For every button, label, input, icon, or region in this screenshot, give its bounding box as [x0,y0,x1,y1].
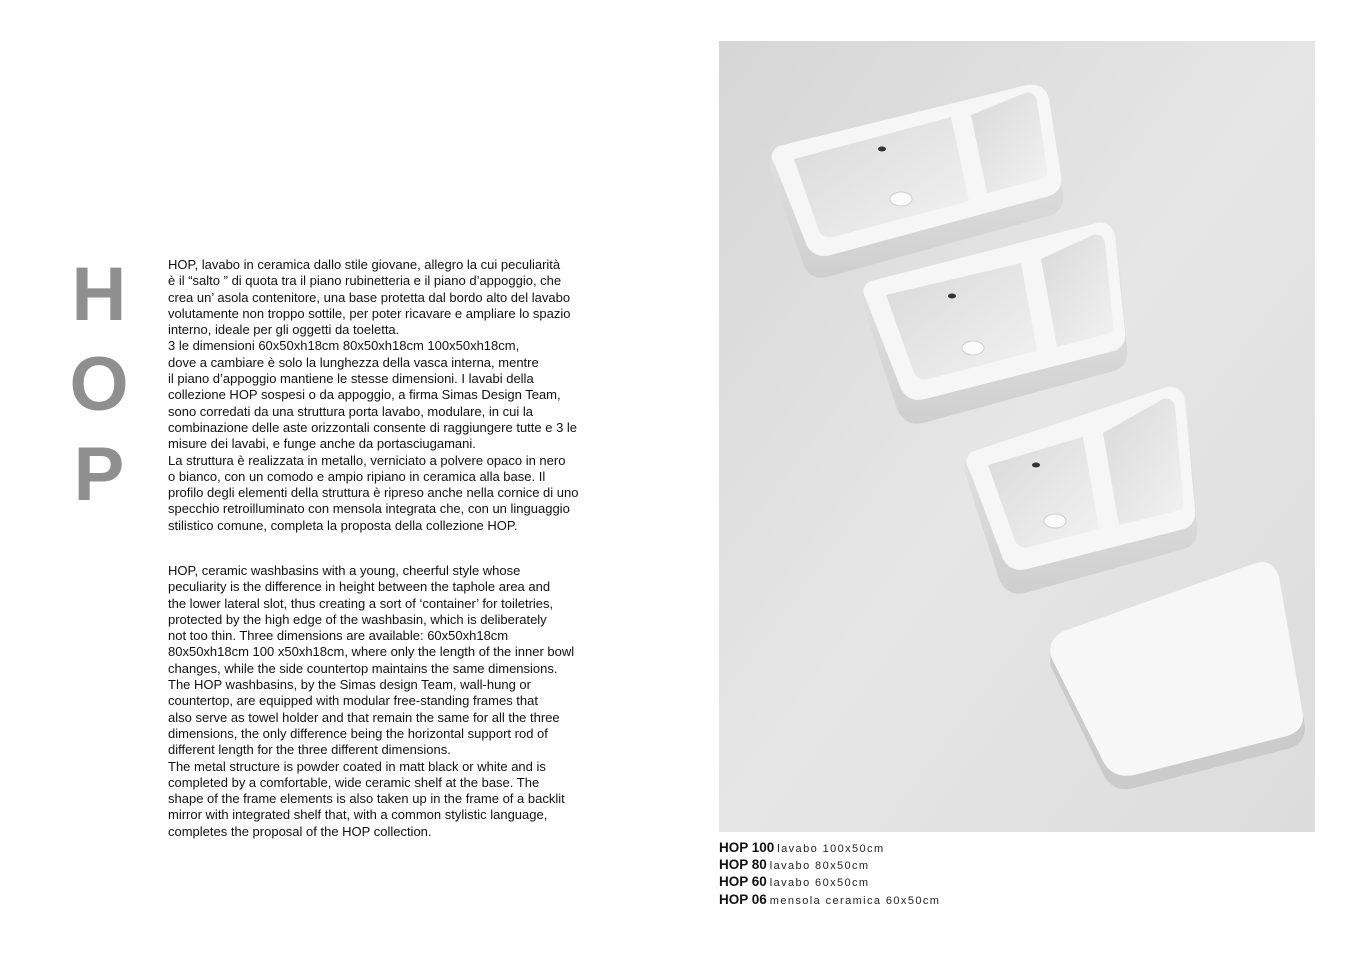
title-letter-o: O [69,342,129,427]
english-description [168,563,608,840]
caption-desc: mensola ceramica 60x50cm [769,894,941,907]
caption-code: HOP 100 [719,840,775,855]
caption-row [719,874,1119,891]
italian-description [168,257,608,534]
caption-code: HOP 06 [719,891,767,907]
italian-paragraph: HOP, lavabo in ceramica dallo stile giovane, allegro la cui peculiarità è il “salto ” di quota tra il piano rubinetteria e il piano d’appoggio, che crea un’ asola contenitore, una base protetta dal bordo alto del lavabo volutamente non troppo sottile, per poter ricavare e ampliare lo spazio interno, ideale per gli oggetti da toeletta. 3 le dimensioni 60x50xh18cm 80x50xh18cm 100x50xh18cm, dove a cambiare è solo la lunghezza della vasca interna, mentre il piano d’appoggio mantiene le stesse dimensioni. I lavabi della collezione HOP sospesi o da appoggio, a firma Simas Design Team, sono corredati da una struttura porta lavabo, modulare, in cui la combinazione delle aste orizzontali consente di raggiungere tutte e 3 le misure dei lavabi, e funge anche da portasciugamani. La struttura è realizzata in metallo, verniciato a polvere opaco in nero o bianco, con un comodo e ampio ripiano in ceramica alla base. Il profilo degli elementi della struttura è ripreso anche nella cornice di uno specchio retroilluminato con mensola integrata che, con un linguaggio stilistico comune, completa la proposta della collezione HOP. [168,257,579,533]
product-photo [719,41,1315,832]
title-letter-h: H [71,252,127,337]
caption-code: HOP 60 [719,874,767,890]
caption-row [719,840,1119,857]
washbasins-illustration [719,41,1315,832]
product-captions [719,840,1119,909]
english-paragraph: HOP, ceramic washbasins with a young, cheerful style whose peculiarity is the difference in height between the taphole area and the lower lateral slot, thus creating a sort of ‘container’ for toiletries, protected by the high edge of the washbasin, which is deliberately not too thin. Three dimensions are available: 60x50xh18cm 80x50xh18cm 100 x50xh18cm, where only the length of the inner bowl changes, while the side countertop maintains the same dimensions. The HOP washbasins, by the Simas design Team, wall-hung or countertop, are equipped with modular free-standing frames that also serve as towel holder and that remain the same for all the three dimensions, the only difference being the horizontal support rod of different length for the three different dimensions. The metal structure is powder coated in matt black or white and is completed by a comfortable, wide ceramic shelf at the base. The shape of the frame elements is also taken up in the frame of a backlit mirror with integrated shelf that, with a common stylistic language, completes the proposal of the HOP collection. [168,563,575,839]
caption-row [719,892,1119,909]
caption-code: HOP 80 [719,857,767,873]
caption-row [719,857,1119,874]
caption-desc: lavabo 60x50cm [769,877,870,890]
caption-desc: lavabo 100x50cm [777,843,885,855]
title-letter-p: P [73,432,125,517]
vertical-title-hop [64,250,134,520]
caption-desc: lavabo 80x50cm [769,860,870,873]
